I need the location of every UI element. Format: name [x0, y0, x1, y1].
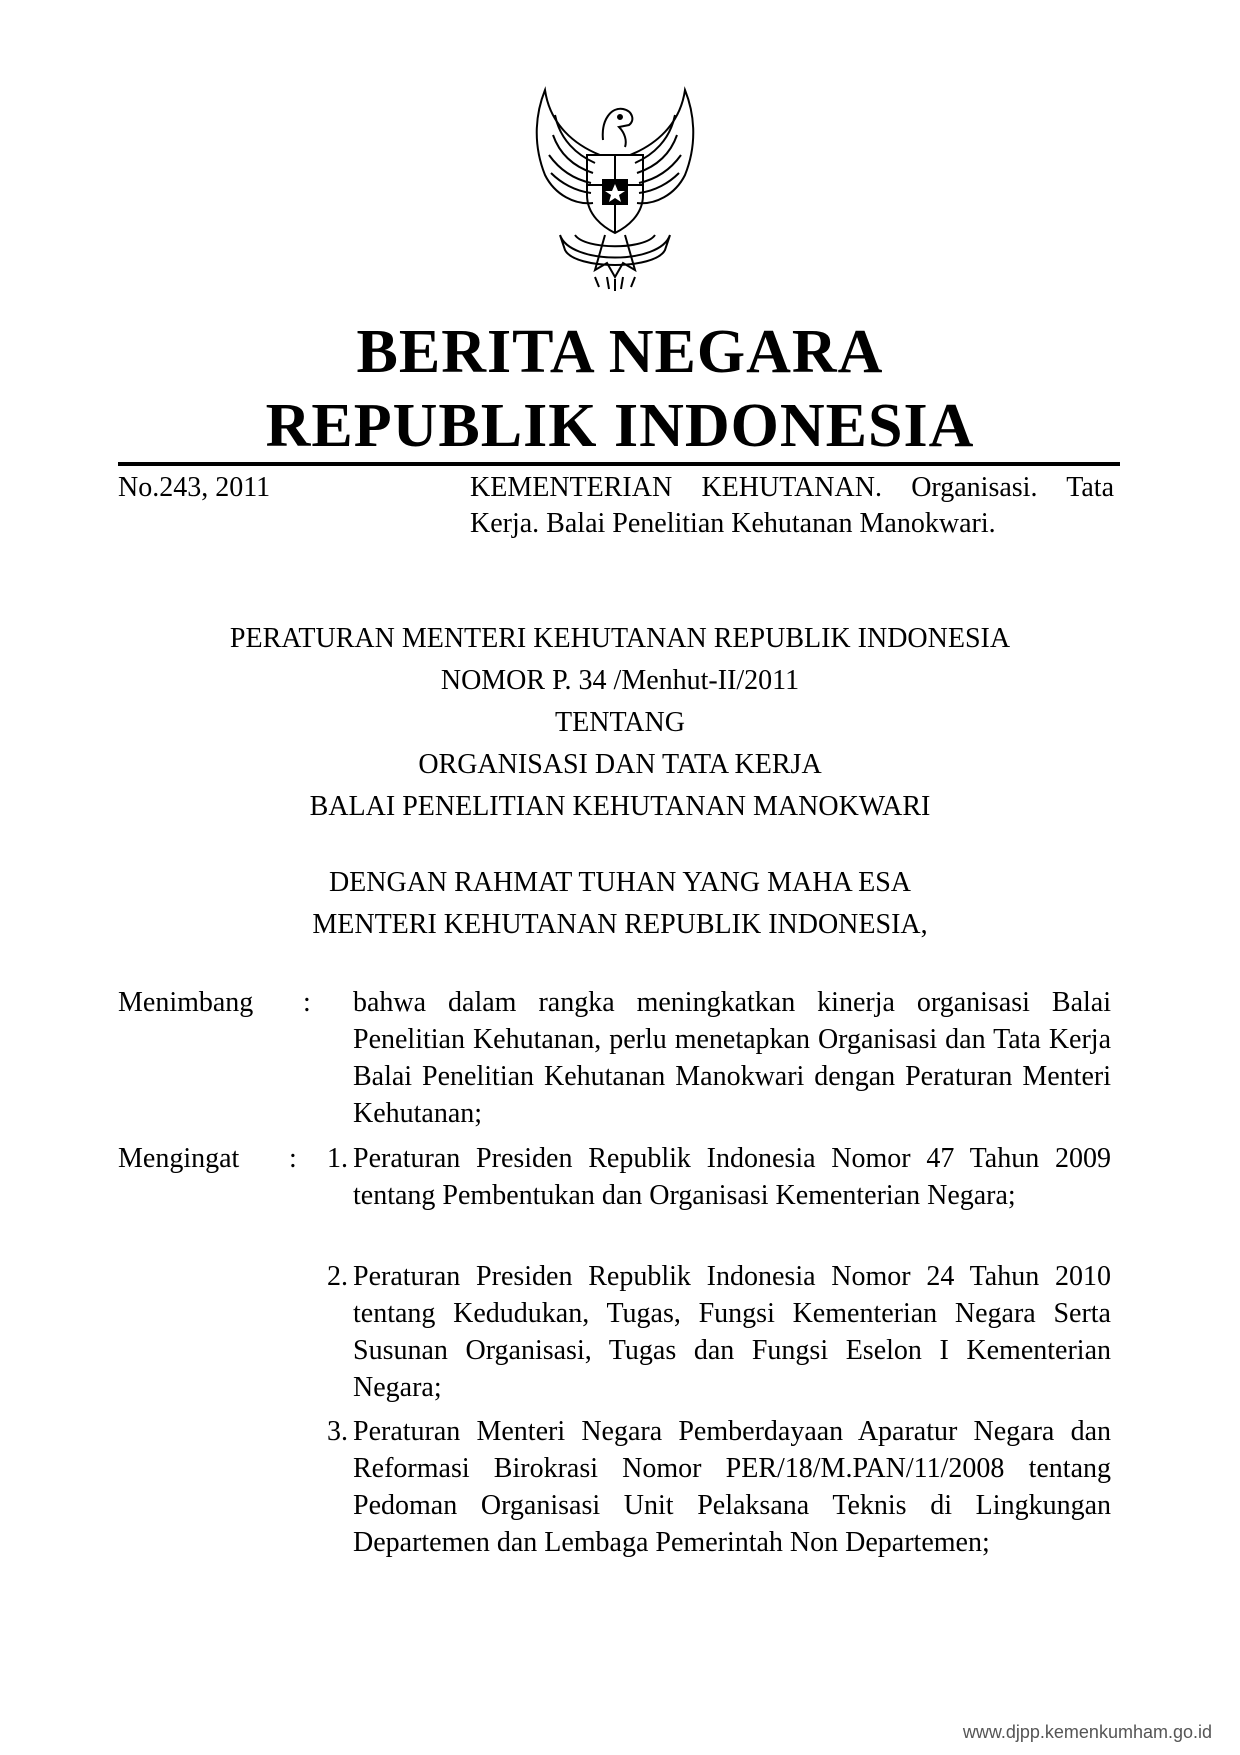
title-line-1: PERATURAN MENTERI KEHUTANAN REPUBLIK INDONESIA: [229, 623, 1011, 654]
mengingat-item-3-number: 3.: [327, 1416, 348, 1447]
preamble-line-2: MENTERI KEHUTANAN REPUBLIK INDONESIA,: [312, 909, 928, 940]
mengingat-item-1-number: 1.: [327, 1143, 348, 1174]
menimbang-text: bahwa dalam rangka meningkatkan kinerja organisasi Balai Penelitian Kehutanan, perlu menetapkan Organisasi dan Tata Kerja Balai Penelitian Kehutanan Manokwari dengan Peraturan Menteri Kehutanan;: [353, 987, 1111, 1129]
menimbang-colon: :: [303, 987, 311, 1018]
title-line-4: ORGANISASI DAN TATA KERJA: [418, 749, 822, 780]
gazette-subject: KEMENTERIAN KEHUTANAN. Organisasi. Tata Kerja. Balai Penelitian Kehutanan Manokwari.: [470, 472, 1114, 539]
masthead-title: BERITA NEGARA: [356, 318, 884, 386]
mengingat-label: Mengingat: [118, 1143, 240, 1174]
mengingat-colon: :: [289, 1143, 297, 1174]
mengingat-item-1-text: Peraturan Presiden Republik Indonesia Nomor 47 Tahun 2009 tentang Pembentukan dan Organisasi Kementerian Negara;: [353, 1143, 1111, 1211]
mengingat-item-2-text: Peraturan Presiden Republik Indonesia Nomor 24 Tahun 2010 tentang Kedudukan, Tugas, Fungsi Kementerian Negara Serta Susunan Organisasi, Tugas dan Fungsi Eselon I Kementerian Negara;: [353, 1261, 1111, 1403]
masthead-subtitle: REPUBLIK INDONESIA: [265, 392, 975, 460]
menimbang-label: Menimbang: [118, 987, 254, 1018]
footer-url: www.djpp.kemenkumham.go.id: [962, 1722, 1212, 1742]
title-line-5: BALAI PENELITIAN KEHUTANAN MANOKWARI: [309, 791, 931, 822]
title-line-2: NOMOR P. 34 /Menhut-II/2011: [440, 665, 800, 696]
masthead-divider: [118, 462, 1120, 466]
regulation-title: [0, 618, 1240, 828]
mengingat-item-3-text: Peraturan Menteri Negara Pemberdayaan Aparatur Negara dan Reformasi Birokrasi Nomor PER/18/M.PAN/11/2008 tentang Pedoman Organisasi Unit Pelaksana Teknis di Lingkungan Departemen dan Lembaga Pemerintah Non Departemen;: [353, 1416, 1111, 1558]
preamble: [0, 862, 1240, 946]
mengingat-item-2-number: 2.: [327, 1261, 348, 1292]
preamble-line-1: DENGAN RAHMAT TUHAN YANG MAHA ESA: [328, 867, 912, 898]
gazette-number: No.243, 2011: [118, 472, 271, 503]
title-line-3: TENTANG: [555, 707, 685, 738]
garuda-pancasila-emblem-icon: [515, 85, 715, 295]
